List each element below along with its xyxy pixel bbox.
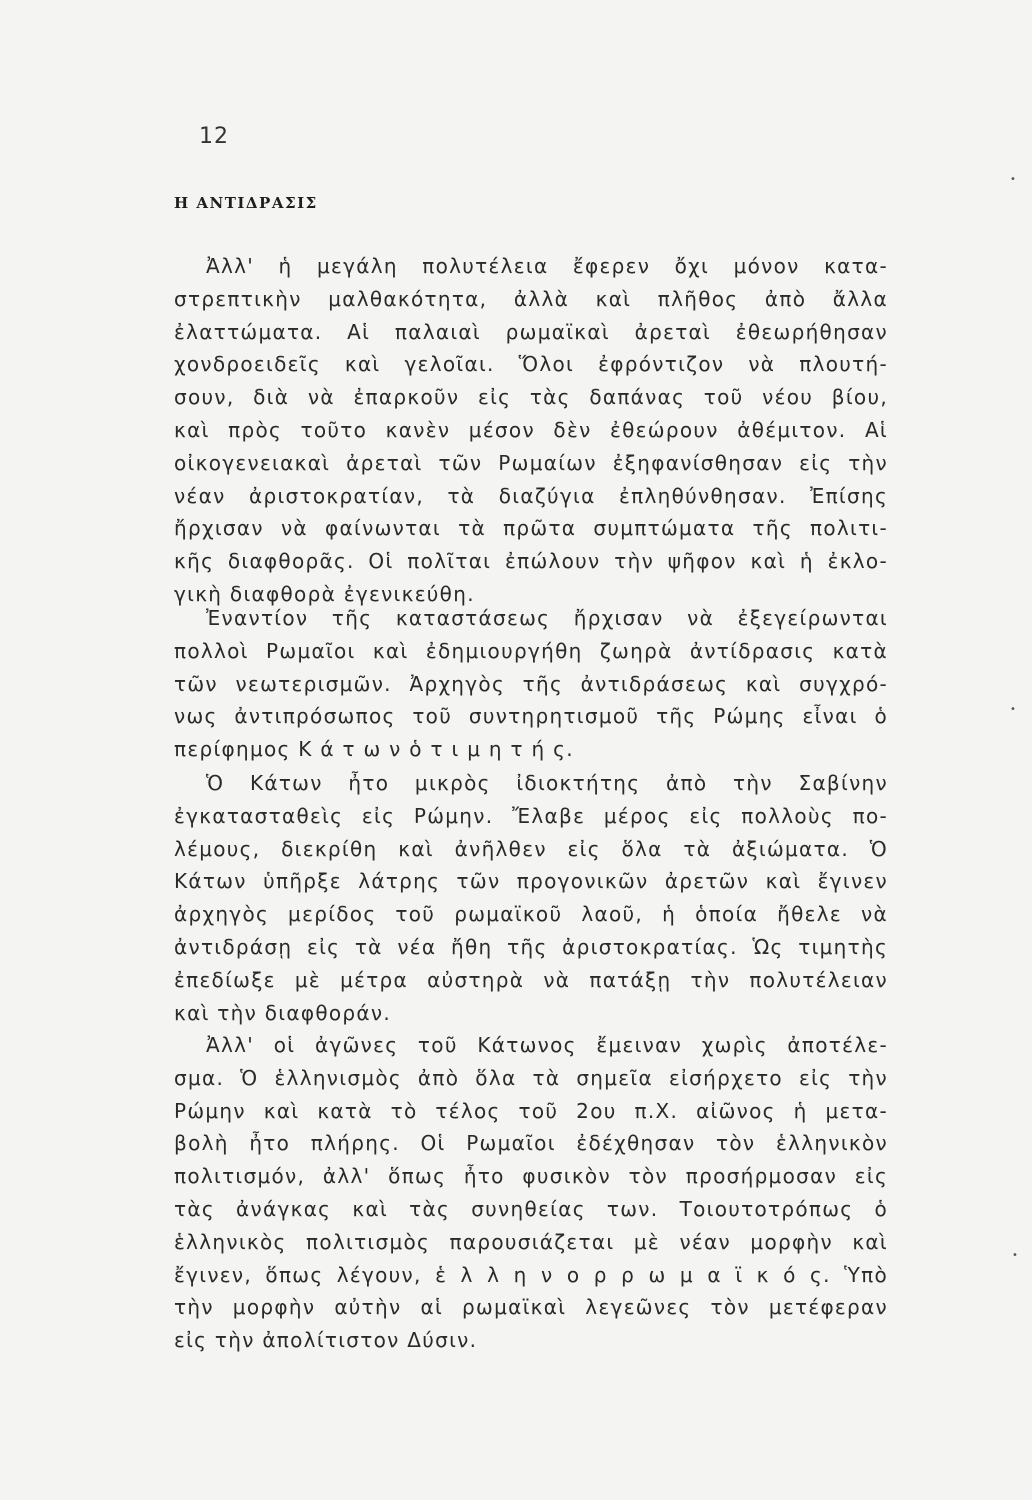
text-line: Ἐναντίον τῆς καταστάσεως ἤρχισαν νὰ ἐξεγείρωνται bbox=[206, 606, 888, 630]
text-line: εἰς τὴν ἀπολίτιστον Δύσιν. bbox=[174, 1328, 478, 1353]
text-line: Ὁ Κάτων ἦτο μικρὸς ἰδιοκτήτης ἀπὸ τὴν Σαβίνην bbox=[206, 771, 888, 795]
text-line: ἔγινεν, ὅπως λέγουν, ἑ λ λ η ν ο ρ ρ ω μ α ϊ κ ό ς. Ὑπὸ bbox=[174, 1262, 888, 1287]
text-line: τῶν νεωτερισμῶν. Ἀρχηγὸς τῆς ἀντιδράσεως καὶ συγχρό- bbox=[174, 671, 888, 696]
text-line: τὴν μορφὴν αὐτὴν αἱ ρωμαϊκαὶ λεγεῶνες τὸν μετέφεραν bbox=[174, 1295, 888, 1320]
text-line: ἐπεδίωξε μὲ μέτρα αὐστηρὰ νὰ πατάξῃ τὴν πολυτέλειαν bbox=[174, 967, 888, 992]
paragraph-3 bbox=[174, 767, 888, 1029]
text-line: ἀρχηγὸς μερίδος τοῦ ρωμαϊκοῦ λαοῦ, ἡ ὁποία ἤθελε νὰ bbox=[174, 902, 888, 927]
text-line: κῆς διαφθορᾶς. Οἱ πολῖται ἐπώλουν τὴν ψῆφον καὶ ἡ ἐκλο- bbox=[174, 549, 888, 574]
text-line: καὶ τὴν διαφθοράν. bbox=[174, 1000, 392, 1025]
text-line: γικὴ διαφθορὰ ἐγενικεύθη. bbox=[174, 581, 475, 606]
margin-speck: • bbox=[1010, 704, 1016, 715]
page-number: 12 bbox=[199, 124, 229, 149]
section-heading: Η ΑΝΤΙΔΡΑΣΙΣ bbox=[174, 194, 318, 212]
text-line: καὶ πρὸς τοῦτο κανὲν μέσον δὲν ἐθεώρουν ἀθέμιτον. Αἱ bbox=[174, 417, 888, 442]
text-line: Ἀλλ' οἱ ἀγῶνες τοῦ Κάτωνος ἔμειναν χωρὶς ἀποτέλε- bbox=[206, 1033, 888, 1057]
text-line: ἐλαττώματα. Αἱ παλαιαὶ ρωμαϊκαὶ ἀρεταὶ ἐθεωρήθησαν bbox=[174, 319, 888, 344]
text-line: λέμους, διεκρίθη καὶ ἀνῆλθεν εἰς ὅλα τὰ ἀξιώματα. Ὁ bbox=[174, 836, 888, 861]
text-line: Κάτων ὑπῆρξε λάτρης τῶν προγονικῶν ἀρετῶν καὶ ἔγινεν bbox=[174, 869, 888, 894]
text-line: ἤρχισαν νὰ φαίνωνται τὰ πρῶτα συμπτώματα τῆς πολιτι- bbox=[174, 516, 888, 541]
text-line: σουν, διὰ νὰ ἐπαρκοῦν εἰς τὰς δαπάνας τοῦ νέου βίου, bbox=[174, 385, 888, 410]
paragraph-4 bbox=[174, 1029, 888, 1357]
text-line: τὰς ἀνάγκας καὶ τὰς συνηθείας των. Τοιουτοτρόπως ὁ bbox=[174, 1196, 888, 1221]
text-line: βολὴ ἦτο πλήρης. Οἱ Ρωμαῖοι ἐδέχθησαν τὸν ἑλληνικὸν bbox=[174, 1131, 888, 1156]
text-line: Ἀλλ' ἡ μεγάλη πολυτέλεια ἔφερεν ὄχι μόνον κατα- bbox=[206, 254, 888, 278]
text-line: νέαν ἀριστοκρατίαν, τὰ διαζύγια ἐπληθύνθησαν. Ἐπίσης bbox=[174, 483, 888, 508]
paragraph-2 bbox=[174, 602, 888, 766]
margin-speck: • bbox=[1010, 174, 1016, 185]
text-line: χονδροειδεῖς καὶ γελοῖαι. Ὅλοι ἐφρόντιζον νὰ πλουτή- bbox=[174, 352, 888, 377]
text-line: ἑλληνικὸς πολιτισμὸς παρουσιάζεται μὲ νέαν μορφὴν καὶ bbox=[174, 1229, 888, 1254]
margin-speck: • bbox=[1012, 1250, 1018, 1261]
paragraph-1 bbox=[174, 250, 888, 611]
text-line: περίφημος Κ ά τ ω ν ὁ τ ι μ η τ ή ς. bbox=[174, 737, 574, 762]
text-line: ἀντιδράσῃ εἰς τὰ νέα ἤθη τῆς ἀριστοκρατίας. Ὡς τιμητὴς bbox=[174, 934, 888, 959]
text-line: Ρώμην καὶ κατὰ τὸ τέλος τοῦ 2ου π.Χ. αἰῶνος ἡ μετα- bbox=[174, 1098, 888, 1123]
text-line: σμα. Ὁ ἑλληνισμὸς ἀπὸ ὅλα τὰ σημεῖα εἰσήρχετο εἰς τὴν bbox=[174, 1065, 888, 1090]
text-line: ἐγκατασταθεὶς εἰς Ρώμην. Ἔλαβε μέρος εἰς πολλοὺς πο- bbox=[174, 803, 888, 828]
text-line: πολιτισμόν, ἀλλ' ὅπως ἦτο φυσικὸν τὸν προσήρμοσαν εἰς bbox=[174, 1164, 888, 1189]
text-line: νως ἀντιπρόσωπος τοῦ συντηρητισμοῦ τῆς Ρώμης εἶναι ὁ bbox=[174, 704, 888, 729]
text-line: οἰκογενειακαὶ ἀρεταὶ τῶν Ρωμαίων ἐξηφανίσθησαν εἰς τὴν bbox=[174, 450, 888, 475]
text-line: στρεπτικὴν μαλθακότητα, ἀλλὰ καὶ πλῆθος ἀπὸ ἄλλα bbox=[174, 286, 888, 311]
text-line: πολλοὶ Ρωμαῖοι καὶ ἐδημιουργήθη ζωηρὰ ἀντίδρασις κατὰ bbox=[174, 638, 888, 663]
